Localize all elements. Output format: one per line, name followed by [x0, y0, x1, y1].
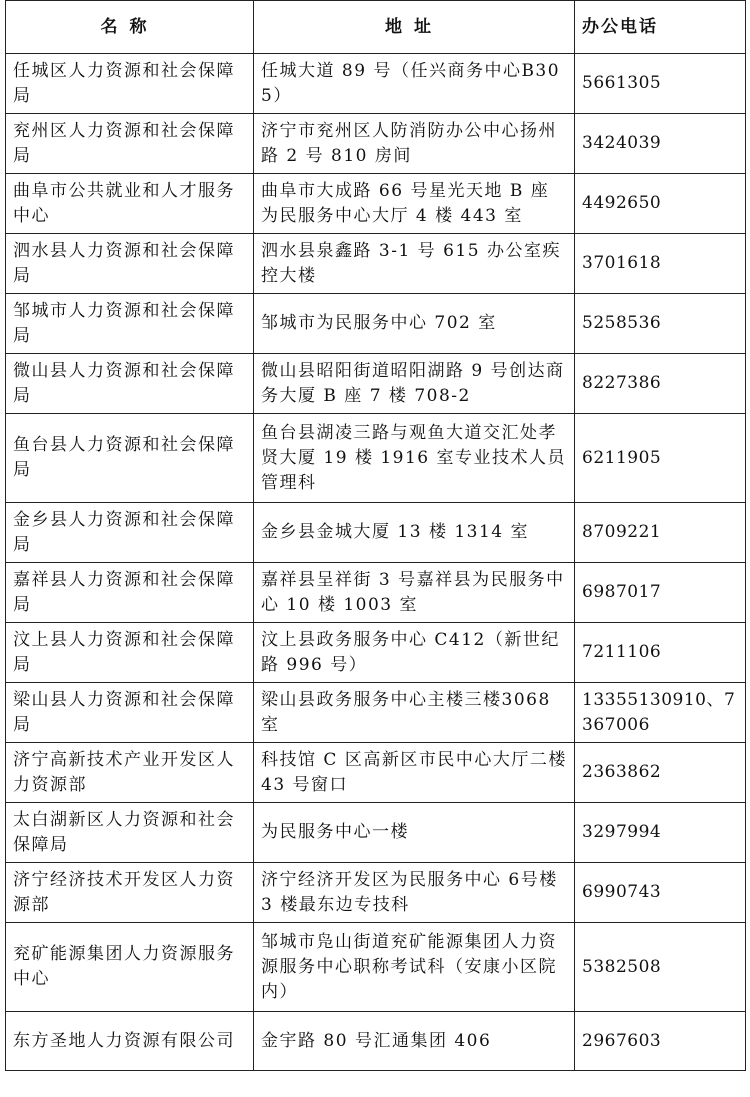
table-row	[6, 683, 746, 743]
cell-name: 嘉祥县人力资源和社会保障局	[6, 563, 254, 623]
cell-phone: 3424039	[575, 114, 746, 174]
cell-name: 邹城市人力资源和社会保障局	[6, 294, 254, 354]
header-phone: 办公电话	[575, 1, 746, 54]
table-row	[6, 54, 746, 114]
cell-address: 济宁市兖州区人防消防办公中心扬州路 2 号 810 房间	[254, 114, 575, 174]
cell-address: 金宇路 80 号汇通集团 406	[254, 1012, 575, 1071]
cell-phone: 6987017	[575, 563, 746, 623]
table-row	[6, 563, 746, 623]
cell-phone: 13355130910、7367006	[575, 683, 746, 743]
cell-phone: 5258536	[575, 294, 746, 354]
cell-address: 金乡县金城大厦 13 楼 1314 室	[254, 503, 575, 563]
cell-address: 邹城市凫山街道兖矿能源集团人力资源服务中心职称考试科（安康小区院内）	[254, 923, 575, 1012]
cell-name: 微山县人力资源和社会保障局	[6, 354, 254, 414]
cell-phone: 6211905	[575, 414, 746, 503]
table-row	[6, 354, 746, 414]
header-name: 名称	[6, 1, 254, 54]
table-row	[6, 1012, 746, 1071]
cell-name: 鱼台县人力资源和社会保障局	[6, 414, 254, 503]
table-row	[6, 414, 746, 503]
contacts-table	[5, 0, 746, 1071]
cell-phone: 5382508	[575, 923, 746, 1012]
cell-address: 济宁经济开发区为民服务中心 6号楼 3 楼最东边专技科	[254, 863, 575, 923]
cell-name: 曲阜市公共就业和人才服务中心	[6, 174, 254, 234]
cell-address: 梁山县政务服务中心主楼三楼3068 室	[254, 683, 575, 743]
cell-name: 汶上县人力资源和社会保障局	[6, 623, 254, 683]
table-row	[6, 114, 746, 174]
cell-address: 曲阜市大成路 66 号星光天地 B 座为民服务中心大厅 4 楼 443 室	[254, 174, 575, 234]
table-row	[6, 863, 746, 923]
cell-phone: 4492650	[575, 174, 746, 234]
cell-name: 济宁经济技术开发区人力资源部	[6, 863, 254, 923]
cell-address: 泗水县泉鑫路 3-1 号 615 办公室疾控大楼	[254, 234, 575, 294]
cell-address: 为民服务中心一楼	[254, 803, 575, 863]
table-row	[6, 803, 746, 863]
cell-name: 兖州区人力资源和社会保障局	[6, 114, 254, 174]
cell-name: 金乡县人力资源和社会保障局	[6, 503, 254, 563]
cell-phone: 2967603	[575, 1012, 746, 1071]
cell-name: 兖矿能源集团人力资源服务中心	[6, 923, 254, 1012]
cell-name: 东方圣地人力资源有限公司	[6, 1012, 254, 1071]
cell-address: 汶上县政务服务中心 C412（新世纪路 996 号）	[254, 623, 575, 683]
cell-name: 任城区人力资源和社会保障局	[6, 54, 254, 114]
cell-phone: 6990743	[575, 863, 746, 923]
header-row	[6, 1, 746, 54]
table-row	[6, 174, 746, 234]
table-row	[6, 294, 746, 354]
cell-phone: 2363862	[575, 743, 746, 803]
cell-address: 邹城市为民服务中心 702 室	[254, 294, 575, 354]
cell-phone: 8227386	[575, 354, 746, 414]
cell-address: 任城大道 89 号（任兴商务中心B305）	[254, 54, 575, 114]
table-row	[6, 923, 746, 1012]
table-row	[6, 743, 746, 803]
cell-phone: 3701618	[575, 234, 746, 294]
cell-name: 泗水县人力资源和社会保障局	[6, 234, 254, 294]
cell-address: 嘉祥县呈祥街 3 号嘉祥县为民服务中心 10 楼 1003 室	[254, 563, 575, 623]
table-row	[6, 503, 746, 563]
table-row	[6, 623, 746, 683]
cell-address: 鱼台县湖凌三路与观鱼大道交汇处孝贤大厦 19 楼 1916 室专业技术人员管理科	[254, 414, 575, 503]
cell-phone: 8709221	[575, 503, 746, 563]
cell-name: 太白湖新区人力资源和社会保障局	[6, 803, 254, 863]
cell-phone: 7211106	[575, 623, 746, 683]
table-row	[6, 234, 746, 294]
cell-address: 微山县昭阳街道昭阳湖路 9 号创达商务大厦 B 座 7 楼 708-2	[254, 354, 575, 414]
header-address: 地址	[254, 1, 575, 54]
cell-address: 科技馆 C 区高新区市民中心大厅二楼 43 号窗口	[254, 743, 575, 803]
cell-phone: 3297994	[575, 803, 746, 863]
cell-name: 济宁高新技术产业开发区人力资源部	[6, 743, 254, 803]
cell-name: 梁山县人力资源和社会保障局	[6, 683, 254, 743]
cell-phone: 5661305	[575, 54, 746, 114]
